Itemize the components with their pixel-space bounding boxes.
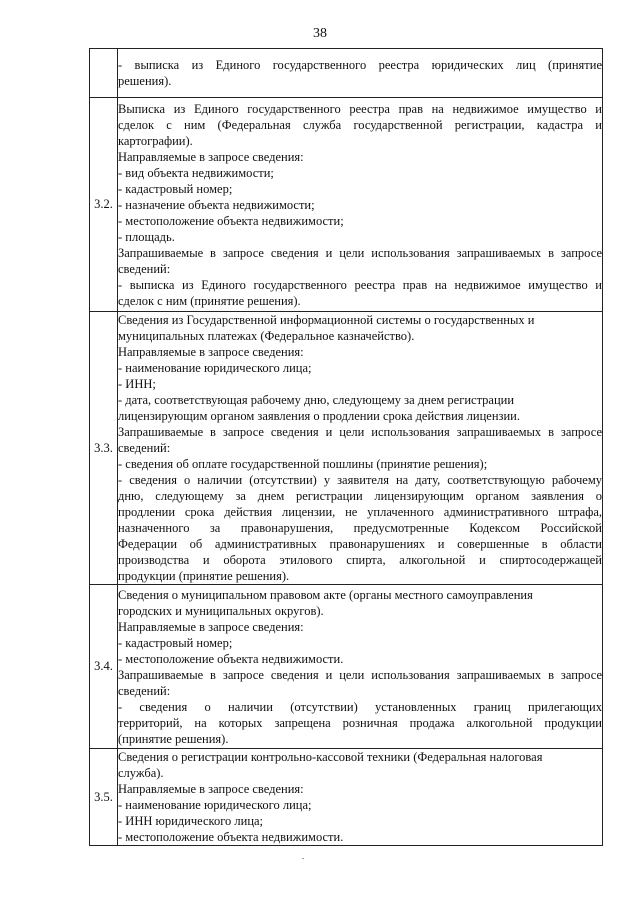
text-line: сделок с ним (принятие решения).: [118, 293, 301, 308]
row-number: [90, 49, 118, 98]
text-line: - дата, соответствующая рабочему дню, следующему за днем регистрации: [118, 393, 515, 407]
text-line: Направляемые в запросе сведения:: [118, 345, 304, 359]
text-line: - выписка из Единого государственного реестра прав на недвижимое имущество и: [118, 277, 602, 292]
text-line: - вид объекта недвижимости;: [118, 165, 274, 180]
text-line: Направляемые в запросе сведения:: [118, 619, 304, 634]
text-line: муниципальных платежах (Федеральное казначейство).: [118, 329, 415, 343]
text-line: дню, следующему за днем регистрации лицензирующим органом заявления о: [118, 489, 602, 503]
text-line: Направляемые в запросе сведения:: [118, 149, 304, 164]
text-line: Запрашиваемые в запросе сведения и цели использования запрашиваемых в запросе: [118, 667, 602, 682]
text-line: - сведения об оплате государственной пошлины (принятие решения);: [118, 457, 488, 471]
row-text: [118, 749, 603, 846]
text-line: сведений:: [118, 683, 171, 698]
text-line: - наименование юридического лица;: [118, 361, 312, 375]
table-row: [90, 312, 603, 585]
text-line: назначенного за правонарушения, предусмотренные Кодексом Российской: [118, 521, 602, 535]
row-number: 3.3.: [90, 312, 118, 585]
table-row: [90, 749, 603, 846]
text-line: Сведения о регистрации контрольно-кассовой техники (Федеральная налоговая: [118, 750, 543, 764]
table-row: [90, 585, 603, 749]
text-line: - местоположение объекта недвижимости;: [118, 213, 344, 228]
row-text: [118, 49, 603, 98]
text-line: лицензирующим органом заявления о продлении срока действия лицензии.: [118, 409, 520, 423]
table-row: [90, 49, 603, 98]
page-number: 38: [313, 26, 327, 41]
text-line: продлении срока действия лицензии, не уплаченного административного штрафа,: [118, 505, 602, 519]
text-line: Направляемые в запросе сведения:: [118, 782, 304, 796]
text-line: - сведения о наличии (отсутствии) установленных границ прилегающих: [118, 699, 602, 714]
text-line: служба).: [118, 766, 164, 780]
text-line: - выписка из Единого государственного реестра юридических лиц (принятие: [118, 58, 602, 72]
text-line: сведений:: [118, 441, 171, 455]
row-text: [118, 585, 603, 749]
text-line: Федерации об административных правонарушениях и совершенные в области: [118, 537, 602, 551]
table-row: [90, 98, 603, 312]
scan-speck: [302, 858, 304, 859]
text-line: Запрашиваемые в запросе сведения и цели использования запрашиваемых в запросе: [118, 245, 602, 260]
text-line: - кадастровый номер;: [118, 635, 233, 650]
text-line: Запрашиваемые в запросе сведения и цели использования запрашиваемых в запросе: [118, 425, 602, 439]
text-line: - сведения о наличии (отсутствии) у заявителя на дату, соответствующую рабочему: [118, 473, 602, 487]
text-line: (принятие решения).: [118, 731, 229, 746]
text-line: - наименование юридического лица;: [118, 798, 312, 812]
text-line: Выписка из Единого государственного реестра прав на недвижимое имущество и: [118, 101, 602, 116]
text-line: территорий, на которых запрещена розничная продажа алкогольной продукции: [118, 715, 602, 730]
text-line: сведений:: [118, 261, 171, 276]
text-line: - местоположение объекта недвижимости.: [118, 830, 344, 844]
row-text: [118, 98, 603, 312]
text-line: Сведения из Государственной информационной системы о государственных и: [118, 313, 535, 327]
text-line: - ИНН;: [118, 377, 156, 391]
text-line: производства и оборота этилового спирта, алкогольной и спиртосодержащей: [118, 553, 602, 567]
text-line: решения).: [118, 74, 172, 88]
row-number: 3.2.: [90, 98, 118, 312]
row-text: [118, 312, 603, 585]
text-line: картографии).: [118, 133, 193, 148]
row-number: 3.5.: [90, 749, 118, 846]
text-line: - местоположение объекта недвижимости.: [118, 651, 344, 666]
text-line: - назначение объекта недвижимости;: [118, 197, 315, 212]
row-number: 3.4.: [90, 585, 118, 749]
text-line: - площадь.: [118, 229, 175, 244]
text-line: городских и муниципальных округов).: [118, 603, 324, 618]
requirements-table: [89, 48, 603, 846]
text-line: сделок с ним (Федеральная служба государственной регистрации, кадастра и: [118, 117, 602, 132]
text-line: Сведения о муниципальном правовом акте (органы местного самоуправления: [118, 587, 533, 602]
text-line: - кадастровый номер;: [118, 181, 233, 196]
text-line: продукции (принятие решения).: [118, 569, 290, 583]
text-line: - ИНН юридического лица;: [118, 814, 264, 828]
